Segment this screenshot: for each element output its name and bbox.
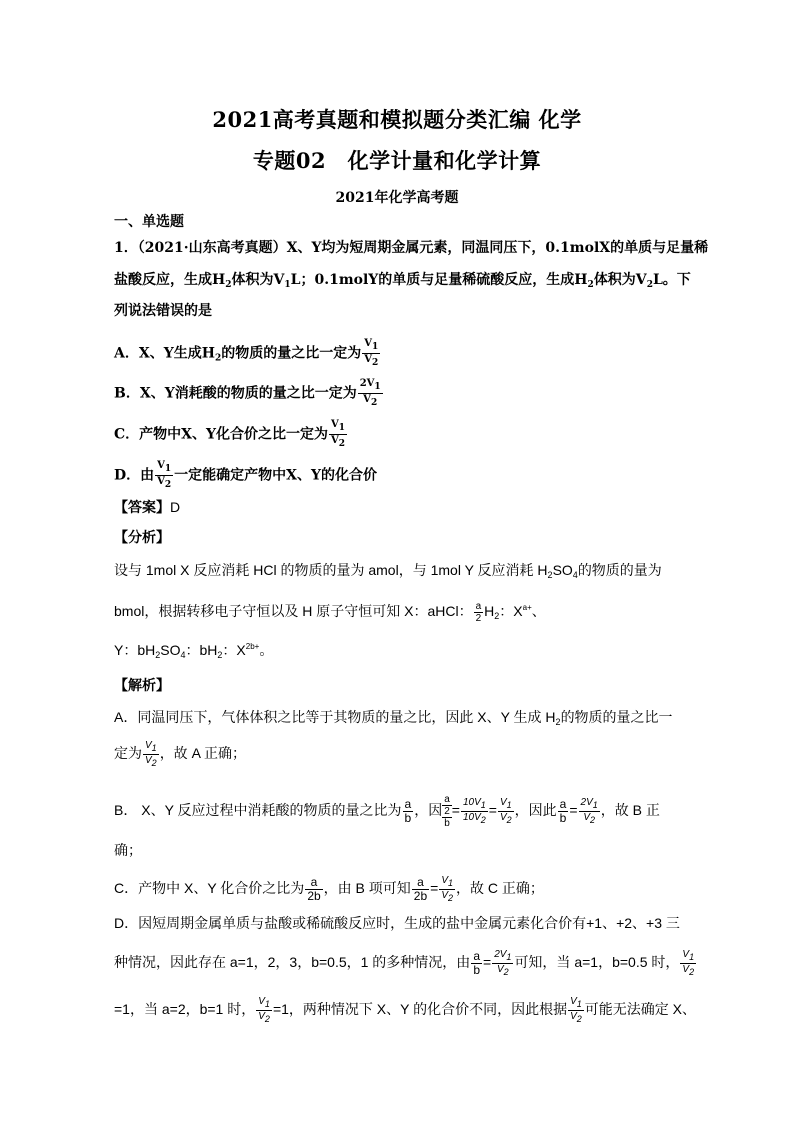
fraction-10v1-10v2: $\frac{10V_1}{10V_2}$ xyxy=(462,797,486,825)
opt-text: B．X、Y消耗酸的物质的量之比一定为 xyxy=(114,385,357,402)
q-text: 体积为V xyxy=(231,272,285,288)
fraction-v1-v2: $\frac{V_1}{V_2}$ xyxy=(441,875,454,903)
analysis-line-1: 设与 1mol X 反应消耗 HCl 的物质的量为 amol，与 1mol Y 反应消耗 $H_2SO_4$的物质的量为 xyxy=(114,562,662,580)
section-heading: 2021年化学高考题 xyxy=(335,190,459,206)
page-title: 2021高考真题和模拟题分类汇编 化学 xyxy=(212,107,582,132)
fraction-v1-v2: $\frac{V_1}{V_2}$ xyxy=(682,949,695,977)
page-subtitle: 专题02 化学计量和化学计算 xyxy=(252,148,542,173)
opt-text: C．产物中X、Y化合价之比一定为 xyxy=(114,426,328,443)
compound-fraction: $\frac{\frac{a}{2}}{b}$ xyxy=(444,794,450,829)
option-b xyxy=(114,378,384,409)
part-heading: 一、单选题 xyxy=(114,214,184,230)
solution-b-line-2: 确； xyxy=(114,842,142,858)
fraction-a-2b: $\frac{a}{2b}$ xyxy=(307,875,321,903)
question-line-2 xyxy=(114,270,691,295)
fraction-2v1-v2: $\frac{2V_1}{V_2}$ xyxy=(580,797,598,825)
solution-a-line-2: 定为 $\frac{V_1}{V_2}$ ，故 A 正确； xyxy=(114,740,247,768)
fraction-v1-v2: $\frac{V_1}{V_2}$ xyxy=(157,460,172,490)
option-d xyxy=(114,460,377,491)
fraction-v1-v2: $\frac{V_1}{V_2}$ xyxy=(258,996,270,1024)
solution-d-line-2: 种情况，因此存在 a=1，2，3，b=0.5，1 的多种情况，由 $\frac{a}{b}$ = $\frac{2V_1}{V_2}$ 可知，当 a=1，b=0.5 时， $\frac{V_1}{V_2}$ xyxy=(114,949,695,977)
opt-sub: 2 xyxy=(214,353,222,364)
analysis-line-2: bmol，根据转移电子守恒以及 H 原子守恒可知 X：aHCl： $\frac{a}{2}$ $H_2$：$X^{a+}$、 xyxy=(114,600,546,624)
fraction-2v1-v2: $\frac{2V_1}{V_2}$ xyxy=(359,378,381,408)
analysis-label: 【分析】 xyxy=(114,530,170,546)
question-line-3: 列说法错误的是 xyxy=(114,303,212,319)
q-sub: 1 xyxy=(284,280,291,290)
q-sub: 2 xyxy=(646,280,653,290)
option-a xyxy=(114,338,381,369)
solution-a-line-1: A．同温同压下，气体体积之比等于其物质的量之比，因此 X、Y 生成 $H_2$的物质的量之比一 xyxy=(114,709,673,727)
fraction-a-b: $\frac{a}{b}$ xyxy=(559,797,567,825)
q-sub: 2 xyxy=(587,280,594,290)
option-c xyxy=(114,419,348,450)
solution-c-line: C．产物中 X、Y 化合价之比为 $\frac{a}{2b}$ ，由 B 项可知 $\frac{a}{2b}$ = $\frac{V_1}{V_2}$ ，故 C 正确； xyxy=(114,875,544,903)
q-text: L。下 xyxy=(652,272,691,288)
q-text: L；0.1molY的单质与足量稀硫酸反应，生成H xyxy=(290,272,588,288)
solution-b-line-1: B． X、Y 反应过程中消耗酸的物质的量之比为 $\frac{a}{b}$ ，因 $\frac{\frac{a}{2}}{b}$ = $\frac{10V_1}{10V_2}$ = $\frac{V_1}{V_2}$ ，因此 $\frac{a}{b}$ = $\frac{2V_1}{V_2}$ ，故 B 正 xyxy=(114,794,660,829)
answer-line xyxy=(114,497,180,518)
q-text: 体积为V xyxy=(593,272,647,288)
opt-text: D．由 xyxy=(114,467,155,484)
fraction-2v1-v2: $\frac{2V_1}{V_2}$ xyxy=(494,949,512,977)
analysis-line-3: Y：$bH_2SO_4$：$bH_2$：$X^{2b+}$。 xyxy=(114,642,274,660)
q-text: 盐酸反应，生成H xyxy=(114,272,226,288)
fraction-a-b: $\frac{a}{b}$ xyxy=(473,949,480,977)
q-sub: 2 xyxy=(225,280,232,290)
opt-text: 的物质的量之比一定为 xyxy=(221,345,362,362)
fraction-a-2b: $\frac{a}{2b}$ xyxy=(413,875,428,903)
solution-label: 【解析】 xyxy=(114,678,170,694)
answer-value: D xyxy=(170,499,181,515)
fraction-v1-v2: $\frac{V_1}{V_2}$ xyxy=(499,797,512,825)
opt-text: 一定能确定产物中X、Y的化合价 xyxy=(174,467,378,484)
solution-d-line-3: =1，当 a=2，b=1 时， $\frac{V_1}{V_2}$ =1，两种情况下 X、Y 的化合价不同，因此根据 $\frac{V_1}{V_2}$ 可能无法确定 X、 xyxy=(114,996,697,1024)
fraction-a-2: $\frac{a}{2}$ xyxy=(475,600,482,624)
question-line-1: 1．（2021·山东高考真题）X、Y均为短周期金属元素，同温同压下，0.1molX的单质与足量稀 xyxy=(114,240,709,256)
solution-d-line-1: D．因短周期金属单质与盐酸或稀硫酸反应时，生成的盐中金属元素化合价有+1、+2、+3 三 xyxy=(114,915,680,931)
fraction-v1-v2: $\frac{V_1}{V_2}$ xyxy=(364,338,379,368)
answer-label: 【答案】 xyxy=(114,500,170,516)
fraction-a-b: $\frac{a}{b}$ xyxy=(404,797,412,825)
fraction-v1-v2: $\frac{V_1}{V_2}$ xyxy=(331,419,346,449)
fraction-v1-v2: $\frac{V_1}{V_2}$ xyxy=(145,740,157,768)
fraction-v1-v2: $\frac{V_1}{V_2}$ xyxy=(570,996,582,1024)
opt-text: A．X、Y生成H xyxy=(114,345,215,362)
